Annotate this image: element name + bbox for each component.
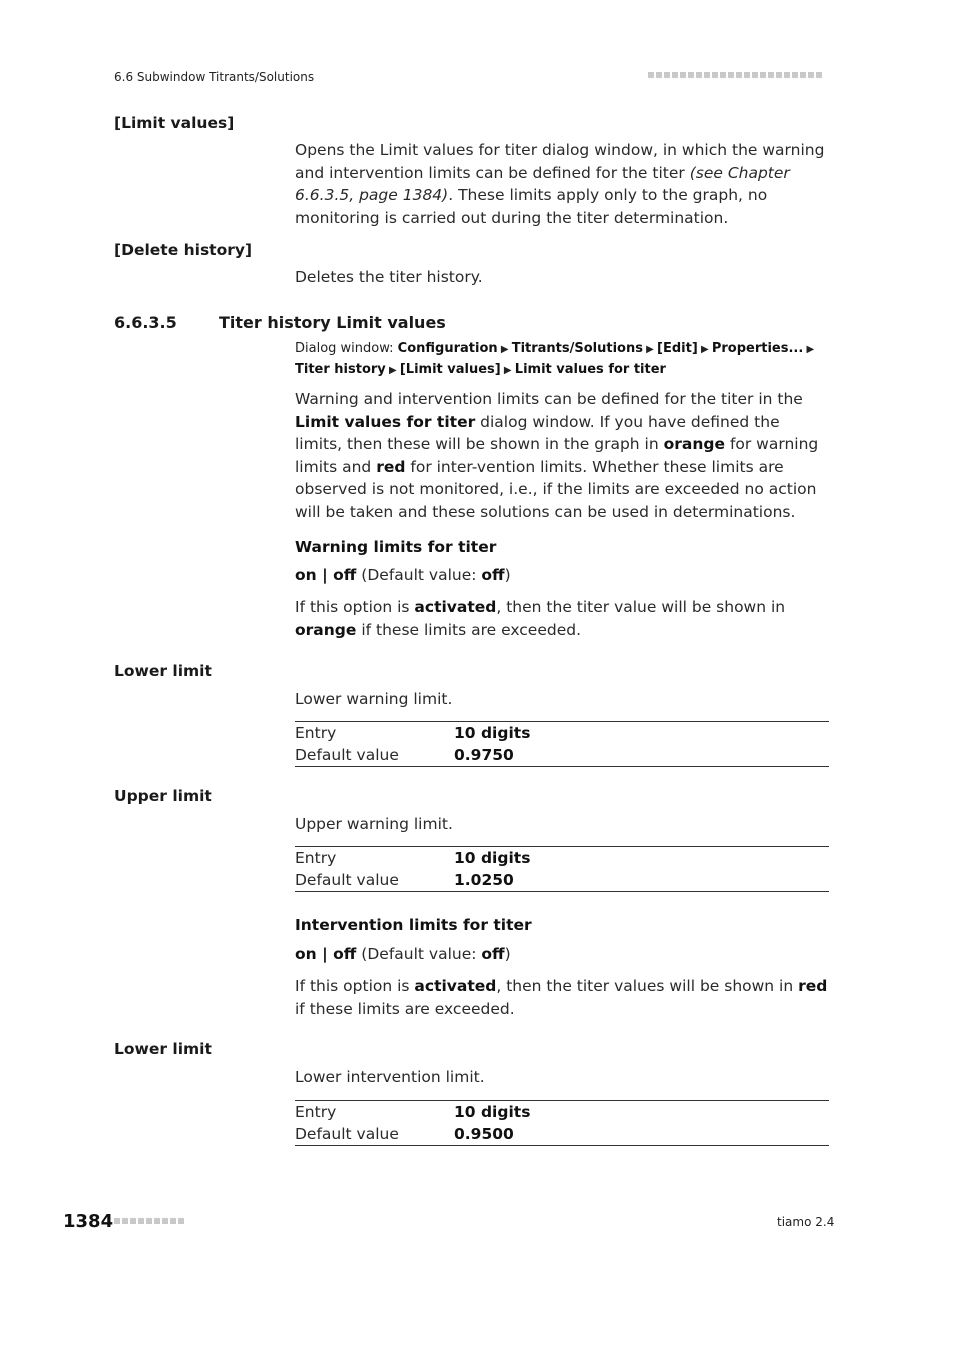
path-item: [Limit values] <box>399 362 501 377</box>
decoration-dot <box>154 1218 160 1224</box>
decoration-dot <box>728 72 734 78</box>
path-item: Titer history <box>295 362 386 377</box>
table-row: Entry 10 digits <box>295 849 531 867</box>
decoration-dot <box>114 1218 120 1224</box>
delete-history-term: [Delete history] <box>114 241 253 259</box>
decoration-dot <box>752 72 758 78</box>
decoration-dot <box>664 72 670 78</box>
limit-values-term: [Limit values] <box>114 114 235 132</box>
decoration-dot <box>760 72 766 78</box>
section-intro: Warning and intervention limits can be defined for the titer in the Limit values for titer dialog window. If you have defined the limits, then these will be shown in the graph in orange for warning limits and red for inter-vention limits. Whether these limits are observed is not monitored, i.e., if the limits are exceeded no action will be taken and these solutions can be used in determinations. <box>295 390 819 521</box>
decoration-dot <box>712 72 718 78</box>
decoration-dot <box>704 72 710 78</box>
intervention-limits-heading: Intervention limits for titer <box>295 916 532 934</box>
table-row: Default value 0.9500 <box>295 1125 514 1143</box>
decoration-dot <box>768 72 774 78</box>
table-row: Entry 10 digits <box>295 724 531 742</box>
upper-warning-limit-table <box>295 846 829 892</box>
upper-warning-limit-term: Upper limit <box>114 787 212 805</box>
decoration-dot <box>138 1218 144 1224</box>
decoration-dot <box>672 72 678 78</box>
path-separator-icon: ▶ <box>642 344 658 355</box>
path-separator-icon: ▶ <box>500 365 515 376</box>
delete-history-description: Deletes the titer history. <box>295 268 483 286</box>
intervention-limits-description: If this option is activated, then the titer values will be shown in red if these limits are exceeded. <box>295 977 828 1018</box>
page-number: 1384 <box>63 1211 114 1232</box>
decoration-dot <box>130 1218 136 1224</box>
path-item: Titrants/Solutions <box>511 341 643 356</box>
decoration-dot <box>170 1218 176 1224</box>
path-separator-icon: ▶ <box>803 344 815 355</box>
lower-warning-limit-description: Lower warning limit. <box>295 690 453 708</box>
dialog-path: Dialog window: Configuration ▶ Titrants/Solutions ▶ [Edit] ▶ Properties... ▶ Titer history ▶ [Limit values] ▶ Limit values for titer <box>295 341 815 377</box>
decoration-dot <box>800 72 806 78</box>
limit-values-description: Opens the Limit values for titer dialog window, in which the warning and intervention limits can be defined for the titer (see Chapter 6.6.3.5, page 1384). These limits apply only to the graph, no monitoring is carried out during the titer determination. <box>295 141 825 227</box>
path-item: [Edit] <box>657 341 698 356</box>
decoration-dot <box>648 72 654 78</box>
decoration-dot <box>178 1218 184 1224</box>
product-name: tiamo 2.4 <box>777 1215 835 1229</box>
lower-intervention-limit-term: Lower limit <box>114 1040 212 1058</box>
decoration-dot <box>808 72 814 78</box>
upper-warning-limit-description: Upper warning limit. <box>295 815 453 833</box>
table-row: Default value 1.0250 <box>295 871 514 889</box>
path-item: Configuration <box>397 341 498 356</box>
header-decoration <box>648 72 824 78</box>
section-title: Titer history Limit values <box>219 313 446 332</box>
decoration-dot <box>720 72 726 78</box>
lower-intervention-limit-description: Lower intervention limit. <box>295 1068 485 1086</box>
path-separator-icon: ▶ <box>497 344 512 355</box>
path-separator-icon: ▶ <box>385 365 400 376</box>
table-row: Entry 10 digits <box>295 1103 531 1121</box>
footer-decoration <box>114 1218 186 1224</box>
decoration-dot <box>656 72 662 78</box>
warning-limits-options: on | off (Default value: off) <box>295 566 511 584</box>
decoration-dot <box>816 72 822 78</box>
lower-warning-limit-term: Lower limit <box>114 662 212 680</box>
warning-limits-heading: Warning limits for titer <box>295 538 497 556</box>
decoration-dot <box>680 72 686 78</box>
intervention-limits-options: on | off (Default value: off) <box>295 945 511 963</box>
decoration-dot <box>792 72 798 78</box>
decoration-dot <box>736 72 742 78</box>
running-header: 6.6 Subwindow Titrants/Solutions <box>114 70 315 84</box>
decoration-dot <box>146 1218 152 1224</box>
path-item: Limit values for titer <box>514 362 666 377</box>
lower-intervention-limit-table <box>295 1100 829 1146</box>
decoration-dot <box>122 1218 128 1224</box>
decoration-dot <box>744 72 750 78</box>
decoration-dot <box>688 72 694 78</box>
path-separator-icon: ▶ <box>697 344 712 355</box>
section-number: 6.6.3.5 <box>114 313 177 332</box>
table-row: Default value 0.9750 <box>295 746 514 764</box>
lower-warning-limit-table <box>295 721 829 767</box>
path-item: Properties... <box>711 341 804 356</box>
warning-limits-description: If this option is activated, then the titer value will be shown in orange if these limits are exceeded. <box>295 598 786 639</box>
decoration-dot <box>696 72 702 78</box>
chapter-reference-link[interactable]: (see Chapter 6.6.3.5, page 1384) <box>295 163 790 204</box>
decoration-dot <box>162 1218 168 1224</box>
decoration-dot <box>776 72 782 78</box>
decoration-dot <box>784 72 790 78</box>
